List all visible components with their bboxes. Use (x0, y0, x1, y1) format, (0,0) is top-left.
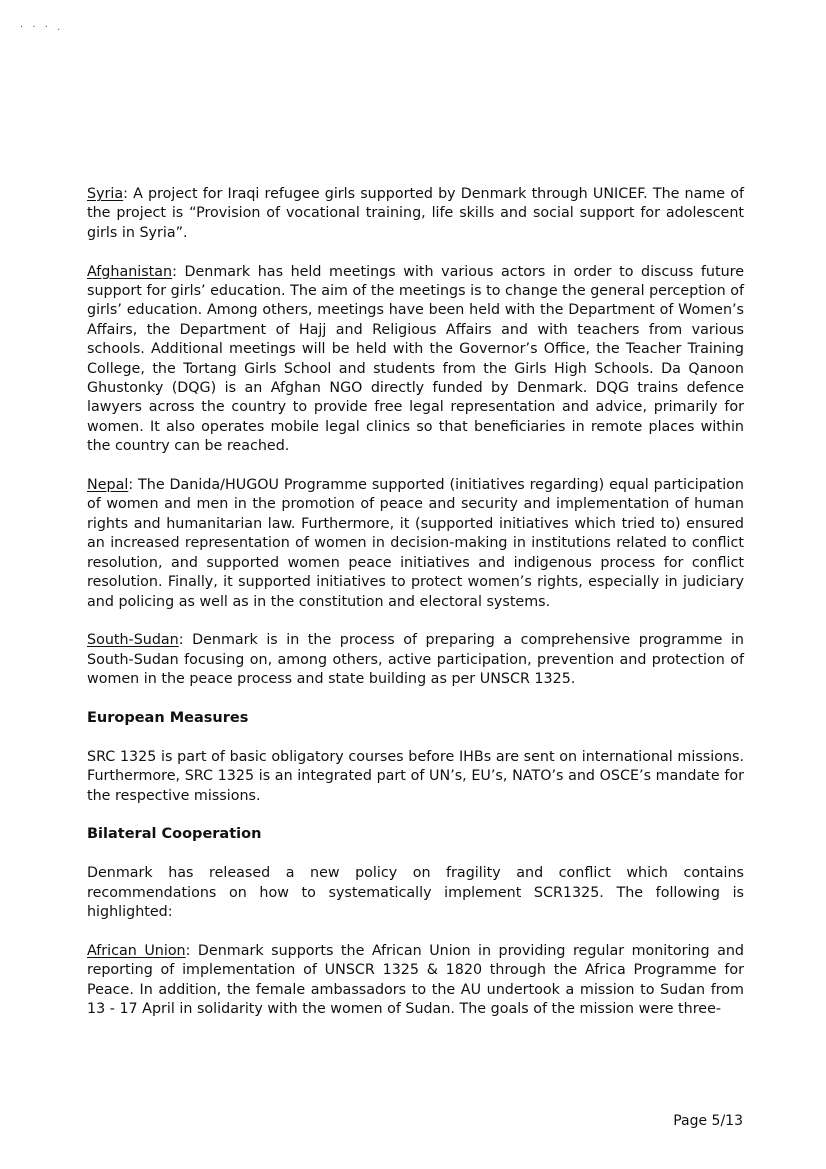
section-label-african-union: African Union (87, 942, 186, 959)
heading-european-measures: European Measures (87, 709, 249, 726)
scan-artifact: · · · . (20, 22, 64, 33)
section-label-south-sudan: South-Sudan (87, 632, 179, 649)
page-number: Page 5/13 (673, 1113, 743, 1129)
section-label-syria: Syria (87, 186, 124, 202)
section-text-south-sudan: : Denmark is in the process of preparing a comprehensive programme in South-Sudan focusing on, among others, active participation, prevention and protection of women in the peace process and state building as per UNSCR 1325. (87, 632, 744, 688)
paragraph-african-union (87, 942, 744, 1020)
paragraph-nepal (87, 476, 744, 612)
paragraph-european-measures: SRC 1325 is part of basic obligatory courses before IHBs are sent on international missions. Furthermore, SRC 1325 is an integrated part of UN’s, EU’s, NATO’s and OSCE’s mandate for the respective missions. (87, 748, 744, 804)
section-text-african-union: : Denmark supports the African Union in providing regular monitoring and reporting of implementation of UNSCR 1325 & 1820 through the Africa Programme for Peace. In addition, the female ambassadors to the AU undertook a mission to Sudan from 13 - 17 April in solidarity with the women of Sudan. The goals of the mission were three- (87, 942, 744, 1017)
paragraph-south-sudan (87, 631, 744, 689)
paragraph-afghanistan (87, 263, 744, 457)
paragraph-syria (87, 185, 744, 243)
section-label-nepal: Nepal (87, 477, 129, 494)
document-body (87, 185, 744, 1039)
heading-bilateral-cooperation: Bilateral Cooperation (87, 826, 262, 843)
section-text-syria: : A project for Iraqi refugee girls supported by Denmark through UNICEF. The name of the project is “Provision of vocational training, life skills and social support for adolescent girls in Syria”. (87, 186, 744, 241)
section-text-nepal: : The Danida/HUGOU Programme supported (initiatives regarding) equal participation of women and men in the promotion of peace and security and implementation of human rights and humanitarian law. Furthermore, it (supported initiatives which tried to) ensured an increased representation of women in decision-making in institutions related to conflict resolution, and supported women peace initiatives and indigenous process for conflict resolution. Finally, it supported initiatives to protect women’s rights, especially in judiciary and policing as well as in the constitution and electoral systems. (87, 477, 744, 610)
section-text-afghanistan: : Denmark has held meetings with various actors in order to discuss future support for girls’ education. The aim of the meetings is to change the general perception of girls’ education. Among others, meetings have been held with the Department of Women’s Affairs, the Department of Hajj and Religious Affairs and with teachers from various schools. Additional meetings will be held with the Governor’s Office, the Teacher Training College, the Tortang Girls School and students from the Girls High Schools. Da Qanoon Ghustonky (DQG) is an Afghan NGO directly funded by Denmark. DQG trains defence lawyers across the country to provide free legal representation and advice, primarily for women. It also operates mobile legal clinics so that beneficiaries in remote places within the country can be reached. (87, 263, 744, 455)
paragraph-bilateral-cooperation: Denmark has released a new policy on fragility and conflict which contains recommendations on how to systematically implement SCR1325. The following is highlighted: (87, 865, 744, 920)
section-label-afghanistan: Afghanistan (87, 263, 173, 280)
